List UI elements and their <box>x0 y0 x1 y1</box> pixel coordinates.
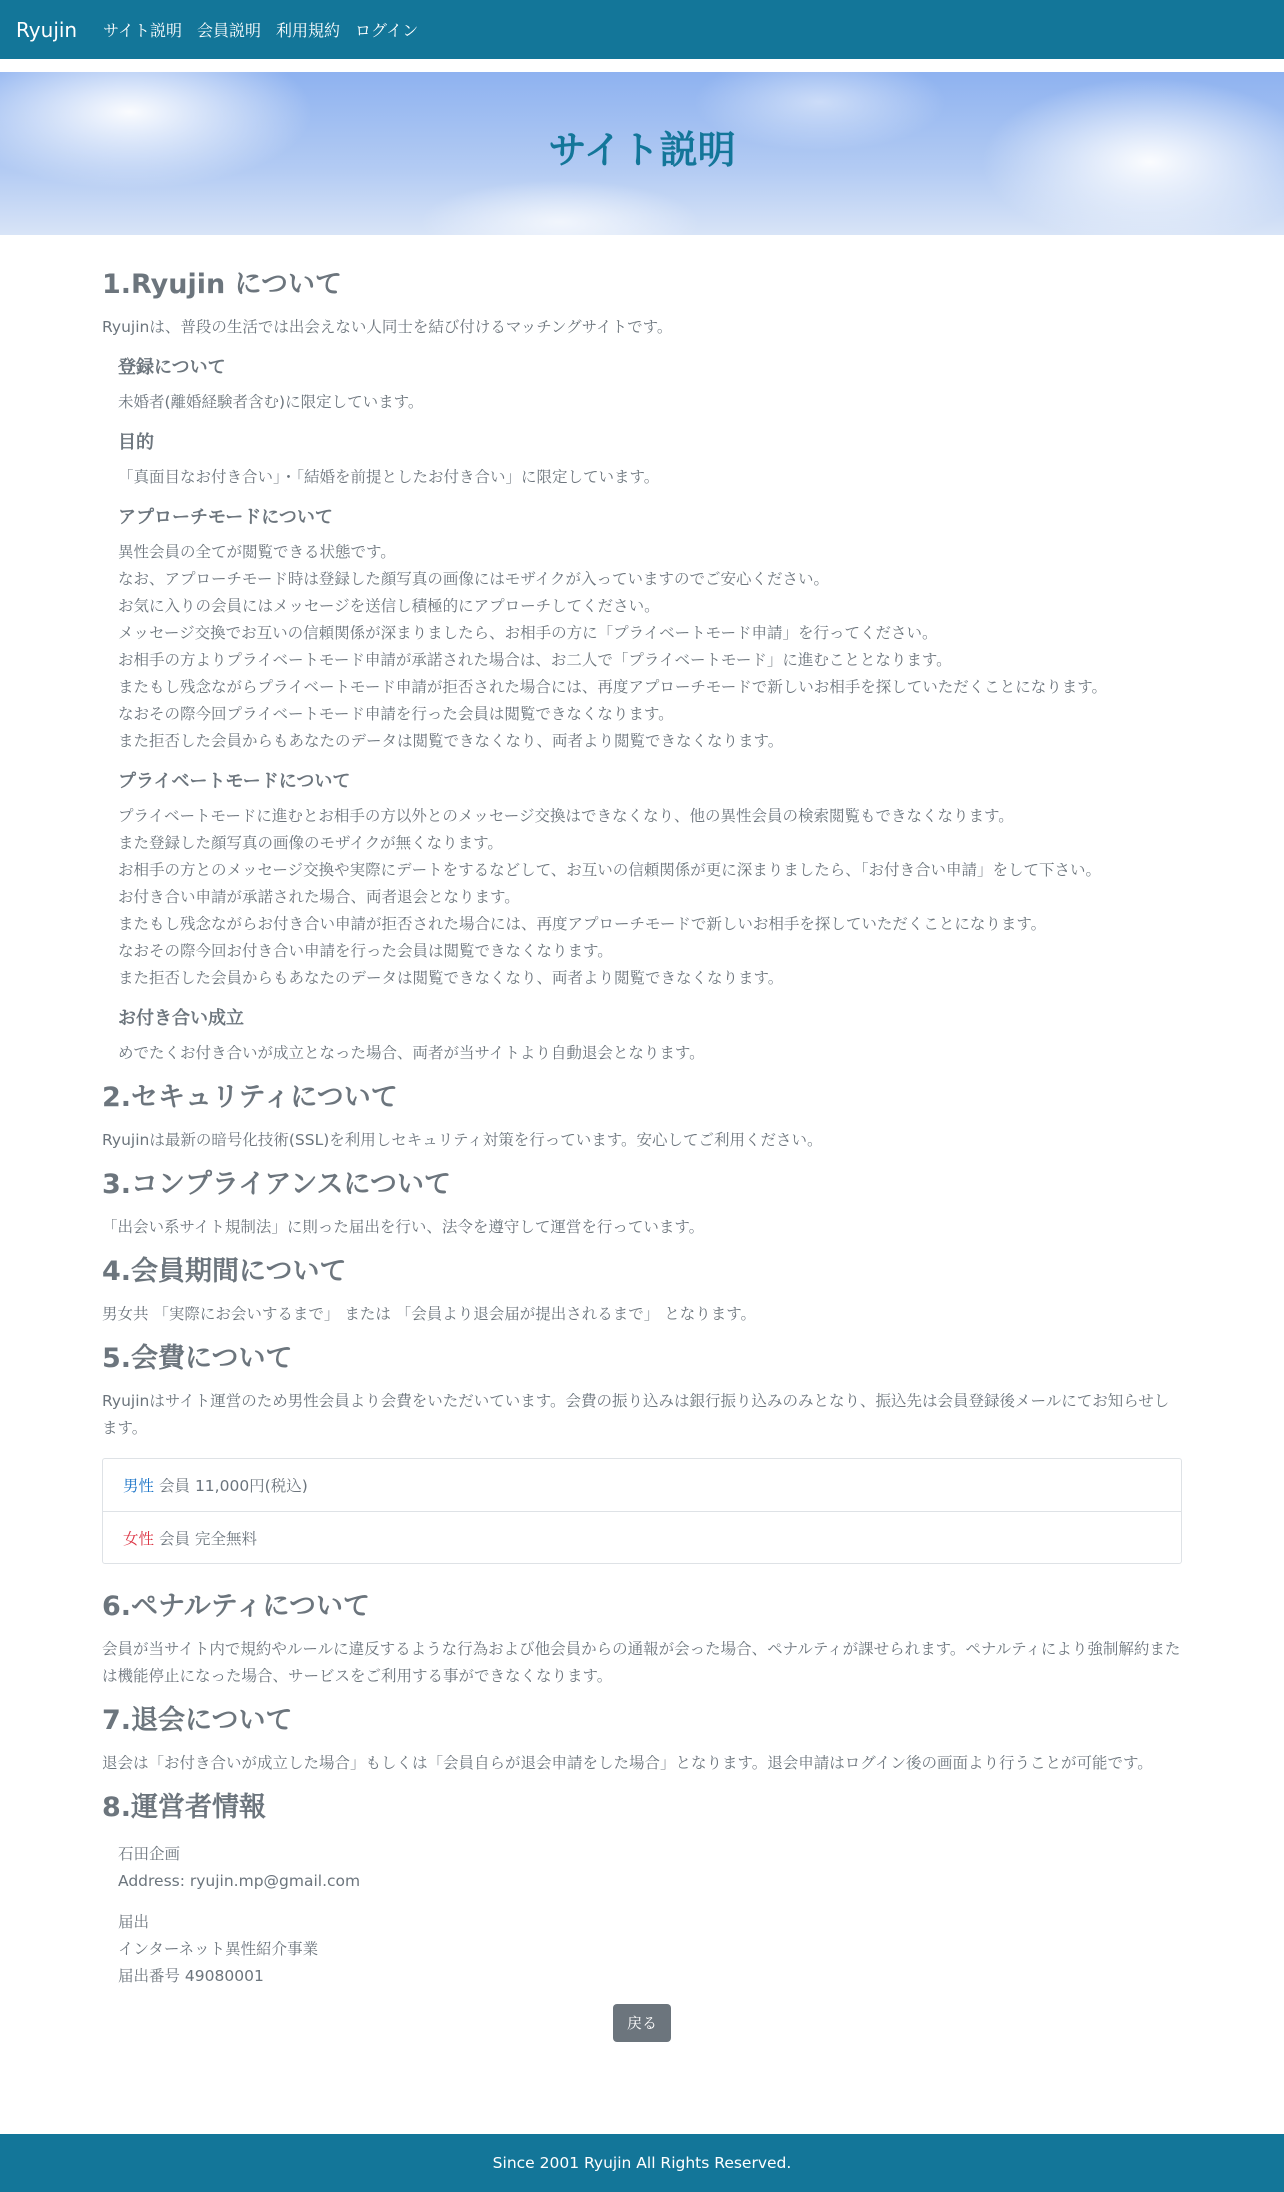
fee-row-female <box>103 1511 1181 1563</box>
main-content <box>102 266 1182 2042</box>
male-fee: 会員 11,000円(税込) <box>159 1477 308 1495</box>
relationship-established-title: お付き合い成立 <box>118 1008 244 1029</box>
nav-link-login[interactable]: ログイン <box>355 21 419 40</box>
section-fees-title: 5.会費について <box>102 1343 293 1374</box>
notification-business: インターネット異性紹介事業 <box>118 1940 319 1958</box>
registration-title: 登録について <box>118 357 226 378</box>
operator-info <box>102 1841 1182 1895</box>
hero-banner <box>0 72 1284 235</box>
section-fees-text: Ryujinはサイト運営のため男性会員より会費をいただいています。会費の振り込みは銀行振り込みのみとなり、振込先は会員登録後メールにてお知らせします。 <box>102 1392 1170 1437</box>
approach-line: お気に入りの会員にはメッセージを送信し積極的にアプローチしてください。 <box>118 597 660 615</box>
notification-number: 届出番号 49080001 <box>118 1967 264 1985</box>
female-label: 女性 <box>123 1529 155 1548</box>
back-button-wrap <box>102 2004 1182 2042</box>
fee-row-male <box>103 1459 1181 1511</box>
section-security-title: 2.セキュリティについて <box>102 1082 398 1113</box>
private-line: また拒否した会員からもあなたのデータは閲覧できなくなり、両者より閲覧できなくなります。 <box>118 969 784 987</box>
brand-link[interactable]: Ryujin <box>16 17 78 42</box>
approach-line: なおその際今回プライベートモード申請を行った会員は閲覧できなくなります。 <box>118 705 674 723</box>
section-operator-title: 8.運営者情報 <box>102 1792 267 1823</box>
male-label: 男性 <box>123 1477 155 1495</box>
section-membership-period-text: 男女共 「実際にお会いするまで」 または 「会員より退会届が提出されるまで」 となります。 <box>102 1305 756 1323</box>
section-compliance-title: 3.コンプライアンスについて <box>102 1169 451 1200</box>
section-compliance-text: 「出会い系サイト規制法」に則った届出を行い、法令を遵守して運営を行っています。 <box>102 1218 705 1236</box>
fee-list <box>102 1458 1182 1564</box>
private-line: なおその際今回お付き合い申請を行った会員は閲覧できなくなります。 <box>118 942 613 960</box>
notification-title: 届出 <box>118 1913 150 1931</box>
section-about <box>102 266 1182 1067</box>
private-line: また登録した顔写真の画像のモザイクが無くなります。 <box>118 834 503 852</box>
purpose-title: 目的 <box>118 432 154 453</box>
nav-link-site-description[interactable]: サイト説明 <box>103 21 182 40</box>
private-line: またもし残念ながらお付き合い申請が拒否された場合には、再度アプローチモードで新しいお相手を探していただくことになります。 <box>118 915 1047 933</box>
nav-link-terms[interactable]: 利用規約 <box>276 21 341 40</box>
section-about-intro: Ryujinは、普段の生活では出会えない人同士を結び付けるマッチングサイトです。 <box>102 318 673 336</box>
approach-line: お相手の方よりプライベートモード申請が承諾された場合は、お二人で「プライベートモード」に進むこととなります。 <box>118 651 952 669</box>
section-about-title: 1.Ryujin について <box>102 269 343 300</box>
back-button[interactable]: 戻る <box>613 2004 671 2042</box>
approach-line: また拒否した会員からもあなたのデータは閲覧できなくなり、両者より閲覧できなくなります。 <box>118 732 784 750</box>
section-fees <box>102 1340 1182 1564</box>
footer <box>0 2134 1284 2192</box>
section-operator <box>102 1789 1182 1990</box>
copyright-text: Since 2001 Ryujin All Rights Reserved. <box>492 2154 792 2172</box>
operator-address: Address: ryujin.mp@gmail.com <box>118 1872 361 1890</box>
section-compliance <box>102 1166 1182 1241</box>
approach-line: なお、アプローチモード時は登録した顔写真の画像にはモザイクが入っていますのでご安心ください。 <box>118 570 829 588</box>
nav-link-member-description[interactable]: 会員説明 <box>197 21 262 40</box>
approach-line: メッセージ交換でお互いの信頼関係が深まりましたら、お相手の方に「プライベートモード申請」を行ってください。 <box>118 624 938 642</box>
section-withdrawal-title: 7.退会について <box>102 1705 293 1736</box>
section-penalty-text: 会員が当サイト内で規約やルールに違反するような行為および他会員からの通報が会った場合、ペナルティが課せられます。ペナルティにより強制解約または機能停止になった場合、サービスをご利用する事ができなくなります。 <box>102 1640 1181 1685</box>
private-mode-title: プライベートモードについて <box>118 771 351 792</box>
approach-line: またもし残念ながらプライベートモード申請が拒否された場合には、再度アプローチモードで新しいお相手を探していただくことになります。 <box>118 678 1108 696</box>
private-line: お相手の方とのメッセージ交換や実際にデートをするなどして、お互いの信頼関係が更に深まりましたら、「お付き合い申請」をして下さい。 <box>118 861 1102 879</box>
section-withdrawal-text: 退会は「お付き合いが成立した場合」もしくは「会員自らが退会申請をした場合」となります。退会申請はログイン後の画面より行うことが可能です。 <box>102 1754 1153 1772</box>
section-security <box>102 1079 1182 1154</box>
section-membership-period-title: 4.会員期間について <box>102 1256 347 1287</box>
operator-company: 石田企画 <box>118 1845 181 1863</box>
relationship-established-text: めでたくお付き合いが成立となった場合、両者が当サイトより自動退会となります。 <box>118 1044 705 1062</box>
purpose-text: 「真面目なお付き合い」・「結婚を前提としたお付き合い」に限定しています。 <box>118 468 660 486</box>
section-penalty <box>102 1588 1182 1690</box>
female-fee: 会員 完全無料 <box>159 1529 257 1548</box>
navbar <box>0 0 1284 59</box>
private-line: プライベートモードに進むとお相手の方以外とのメッセージ交換はできなくなり、他の異性会員の検索閲覧もできなくなります。 <box>118 807 1014 825</box>
approach-line: 異性会員の全てが閲覧できる状態です。 <box>118 543 396 561</box>
notification-info <box>102 1909 1182 1990</box>
section-security-text: Ryujinは最新の暗号化技術(SSL)を利用しセキュリティ対策を行っています。安心してご利用ください。 <box>102 1131 823 1149</box>
about-subsections <box>102 355 1182 1067</box>
private-line: お付き合い申請が承諾された場合、両者退会となります。 <box>118 888 520 906</box>
section-membership-period <box>102 1253 1182 1328</box>
section-penalty-title: 6.ペナルティについて <box>102 1591 370 1622</box>
page-title: サイト説明 <box>548 128 736 172</box>
approach-mode-title: アプローチモードについて <box>118 507 333 528</box>
registration-text: 未婚者(離婚経験者含む)に限定しています。 <box>118 393 424 411</box>
section-withdrawal <box>102 1702 1182 1777</box>
